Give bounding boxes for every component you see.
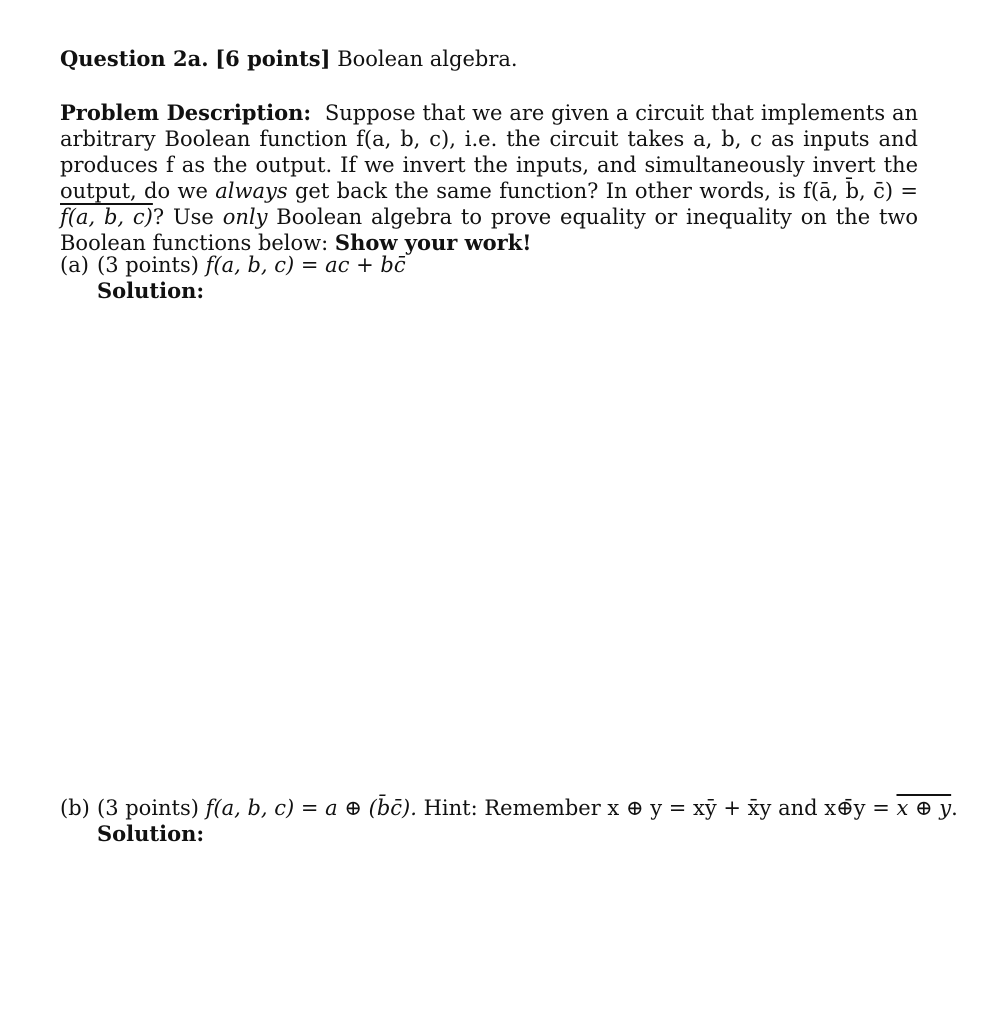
- problem-text-4: Boolean algebra to prove equality or inequality on the two Boolean functions below:: [60, 205, 918, 255]
- question-topic: Boolean algebra.: [337, 47, 518, 71]
- part-b: [60, 795, 958, 821]
- part-b-hint-rhs: x ⊕ y: [896, 796, 952, 820]
- problem-label: Problem Description:: [60, 100, 312, 125]
- part-b-points: (3 points): [97, 796, 199, 820]
- question-heading: [60, 46, 518, 72]
- part-a-label: (a): [60, 253, 89, 277]
- problem-text-2: get back the same function? In other words, is f(ā, b̄, c̄) =: [287, 179, 918, 203]
- part-b-label: (b): [60, 796, 90, 820]
- problem-text-1: Suppose that we are given a circuit that implements an arbitrary Boolean function f(a, b, c), i.e. the circuit takes a, b, c as inputs and produces f as the output. If we invert the inputs, and simultaneously invert the output, do we: [60, 101, 918, 203]
- question-points: [6 points]: [215, 46, 331, 71]
- problem-description: [60, 100, 918, 256]
- part-a: [60, 252, 406, 278]
- question-number: Question 2a.: [60, 46, 209, 71]
- problem-emphasis: Show your work!: [334, 230, 532, 255]
- part-b-solution-label: Solution:: [97, 821, 205, 846]
- part-b-hint-end: .: [951, 796, 958, 820]
- part-b-function: f(a, b, c) = a ⊕ (b̄c̄).: [205, 796, 417, 820]
- part-a-points: (3 points): [97, 253, 199, 277]
- problem-always: always: [215, 179, 288, 203]
- part-a-function: f(a, b, c) = ac + bc̄: [205, 253, 406, 277]
- part-a-solution-label: Solution:: [97, 278, 205, 303]
- problem-equation-rhs: f(a, b, c): [60, 205, 153, 229]
- part-b-hint: Hint: Remember x ⊕ y = xȳ + x̄y and x⊕̄y =: [423, 796, 897, 820]
- problem-only: only: [222, 205, 268, 229]
- problem-text-3: ? Use: [152, 205, 223, 229]
